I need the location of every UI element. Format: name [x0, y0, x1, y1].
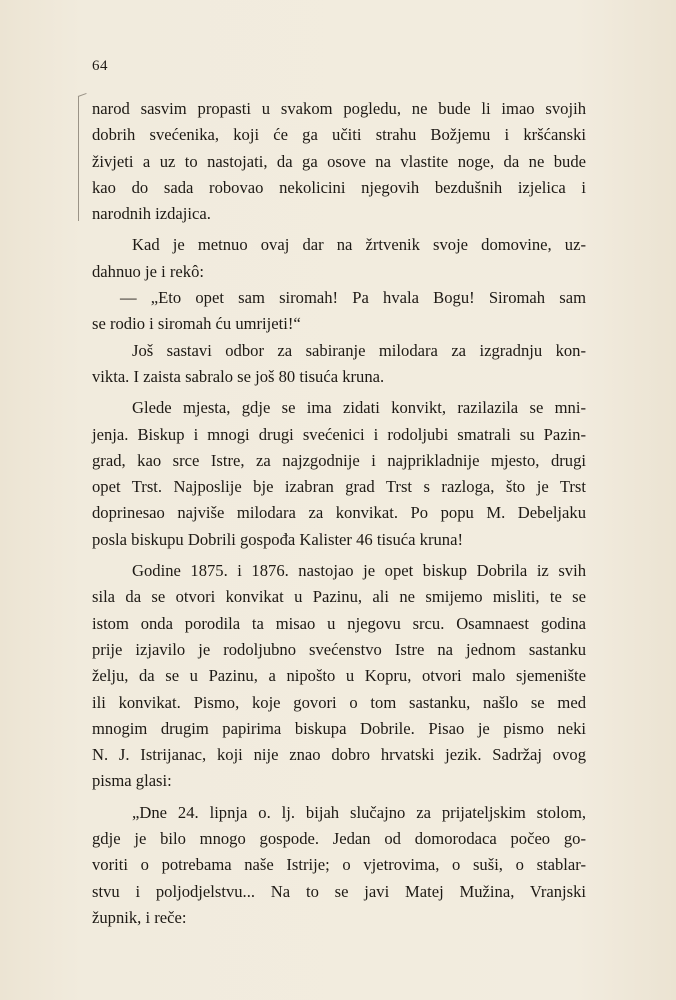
text-line: dobrih svećenika, koji će ga učiti strahu Božjemu i kršćanski	[92, 125, 586, 145]
text-line: dahnuo je i rekô:	[92, 261, 204, 281]
text-line: doprinesao najviše milodara za konvikat. Po popu M. Debeljaku	[92, 503, 586, 523]
text-line: grad, kao srce Istre, za najzgodnije i najprikladnije mjesto, drugi	[92, 450, 586, 470]
text-line: narod sasvim propasti u svakom pogledu, ne bude li imao svojih	[92, 99, 586, 118]
text-line: jenja. Biskup i mnogi drugi svećenici i rodoljubi smatrali su Pazin-	[92, 424, 586, 444]
text-line: želju, da se u Pazinu, a nipošto u Kopru, otvori malo sjemenište	[92, 666, 586, 686]
body-text	[92, 96, 586, 931]
text-line: vikta. I zaista sabralo se još 80 tisuća kruna.	[92, 366, 385, 386]
text-line: pisma glasi:	[92, 771, 172, 791]
text-line: narodnih izdajica.	[92, 204, 211, 224]
page-number: 64	[92, 58, 108, 74]
text-line: „Dne 24. lipnja o. lj. bijah slučajno za prijateljskim stolom,	[132, 802, 586, 822]
text-line: Glede mjesta, gdje se ima zidati konvikt, razilazila se mni-	[132, 398, 586, 418]
text-line: voriti o potrebama naše Istrije; o vjetrovima, o suši, o stablar-	[92, 855, 586, 875]
text-line: — „Eto opet sam siromah! Pa hvala Bogu! Siromah sam	[120, 288, 586, 308]
text-line: župnik, i reče:	[92, 907, 187, 927]
text-line: Kad je metnuo ovaj dar na žrtvenik svoje domovine, uz-	[132, 235, 586, 255]
text-line: Još sastavi odbor za sabiranje milodara za izgradnju kon-	[132, 340, 586, 360]
text-line: prije izjavilo je rodoljubno svećenstvo Istre na jednom sastanku	[92, 639, 586, 659]
text-line: opet Trst. Najposlije bje izabran grad Trst s razloga, što je Trst	[92, 477, 586, 497]
text-line: istom onda porodila ta misao u njegovu srcu. Osamnaest godina	[92, 613, 586, 633]
text-line: ili konvikat. Pismo, koje govori o tom sastanku, našlo se med	[92, 692, 586, 712]
text-line: posla biskupu Dobrili gospođa Kalister 46 tisuća kruna!	[92, 529, 463, 549]
text-line: stvu i poljodjelstvu... Na to se javi Matej Mužina, Vranjski	[92, 881, 586, 901]
text-line: sila da se otvori konvikat u Pazinu, ali ne smijemo misliti, te se	[92, 587, 586, 607]
text-line: živjeti a uz to nastojati, da ga osove na vlastite noge, da ne bude	[92, 151, 586, 171]
text-line: kao do sada robovao nekolicini njegovih bezdušnih izjelica i	[92, 177, 586, 197]
text-line: N. J. Istrijanac, koji nije znao dobro hrvatski jezik. Sadržaj ovog	[92, 745, 586, 765]
text-line: mnogim drugim papirima biskupa Dobrile. Pisao je pismo neki	[92, 718, 586, 738]
margin-pencil-mark	[78, 96, 89, 221]
text-line: se rodio i siromah ću umrijeti!“	[92, 314, 301, 334]
text-line: gdje je bilo mnogo gospode. Jedan od domorodaca počeo go-	[92, 829, 586, 849]
text-line: Godine 1875. i 1876. nastojao je opet biskup Dobrila iz svih	[132, 561, 586, 581]
